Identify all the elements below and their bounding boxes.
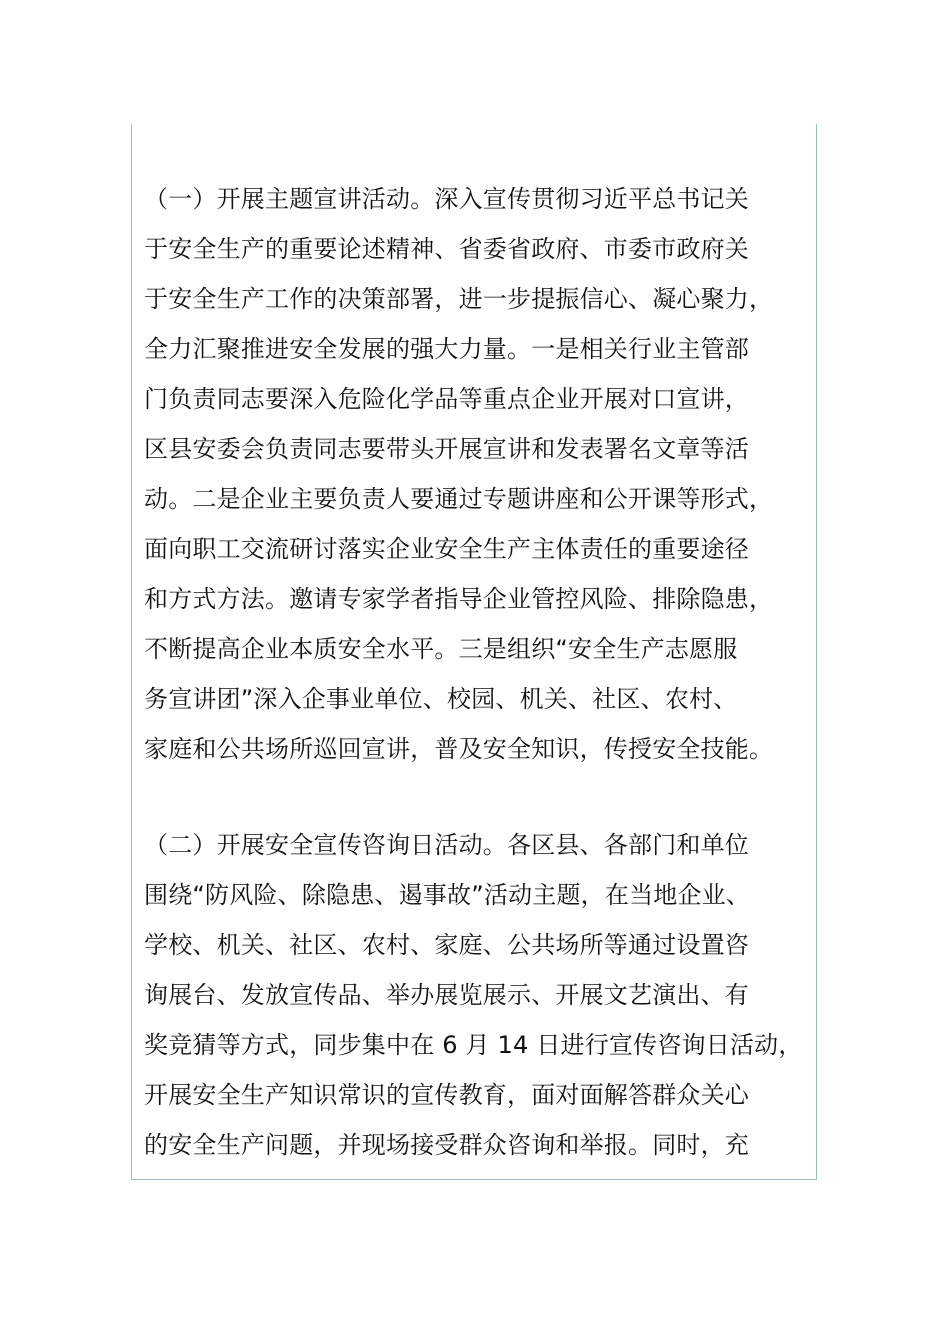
text-line: 围绕“防风险、除隐患、遏事故”活动主题，在当地企业、 [144, 881, 751, 909]
paragraph-2 [144, 820, 814, 1170]
text-line: 不断提高企业本质安全水平。三是组织“安全生产志愿服 [144, 635, 738, 663]
text-line: 家庭和公共场所巡回宣讲，普及安全知识，传授安全技能。 [144, 735, 774, 763]
text-line: 全力汇聚推进安全发展的强大力量。一是相关行业主管部 [144, 335, 749, 363]
text-line: 奖竞猜等方式，同步集中在 6 月 14 日进行宣传咨询日活动， [144, 1031, 803, 1059]
text-line: 询展台、发放宣传品、举办展览展示、开展文艺演出、有 [144, 981, 749, 1009]
text-line: 门负责同志要深入危险化学品等重点企业开展对口宣讲， [144, 385, 749, 413]
text-line: 和方式方法。邀请专家学者指导企业管控风险、排除隐患， [144, 585, 774, 613]
text-line: 动。二是企业主要负责人要通过专题讲座和公开课等形式， [144, 485, 774, 513]
text-line: 学校、机关、社区、农村、家庭、公共场所等通过设置咨 [144, 931, 749, 959]
text-line: 的安全生产问题，并现场接受群众咨询和举报。同时，充 [144, 1131, 749, 1159]
text-line: 务宣讲团”深入企事业单位、校园、机关、社区、农村、 [144, 685, 738, 713]
text-line: 区县安委会负责同志要带头开展宣讲和发表署名文章等活 [144, 435, 749, 463]
text-line: 开展安全生产知识常识的宣传教育，面对面解答群众关心 [144, 1081, 749, 1109]
text-line: 面向职工交流研讨落实企业安全生产主体责任的重要途径 [144, 535, 749, 563]
text-line: （二）开展安全宣传咨询日活动。各区县、各部门和单位 [144, 831, 749, 859]
paragraph-1 [144, 174, 814, 774]
text-line: （一）开展主题宣讲活动。深入宣传贯彻习近平总书记关 [144, 185, 749, 213]
text-line: 于安全生产的重要论述精神、省委省政府、市委市政府关 [144, 235, 749, 263]
text-line: 于安全生产工作的决策部署，进一步提振信心、凝心聚力， [144, 285, 774, 313]
